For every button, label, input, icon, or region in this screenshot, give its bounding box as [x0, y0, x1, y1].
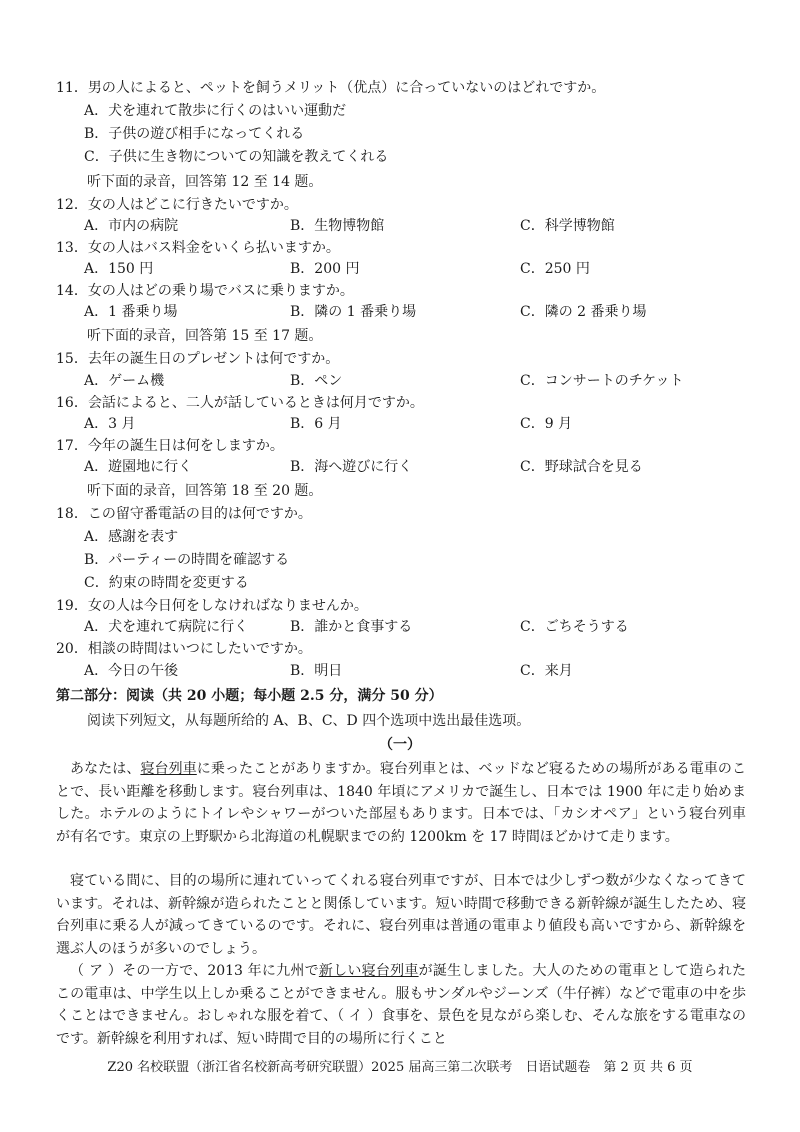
question-15: 15．去年の誕生日のプレゼントは何ですか。: [56, 351, 340, 367]
q20-option-b: B．明日: [290, 663, 343, 679]
question-12: 12．女の人はどこに行きたいですか。: [56, 197, 298, 213]
question-17: 17．今年の誕生日は何をしますか。: [56, 438, 284, 454]
question-19: 19．女の人は今日何をしなければなりませんか。: [56, 598, 368, 614]
page-footer: Z20 名校联盟（浙江省名校新高考研究联盟）2025 届高三第二次联考 日语试题卷 第 2 页 共 6 页: [107, 1060, 693, 1075]
passage-paragraph-3: （ ア ）その一方で、2013 年に九州で新しい寝台列車が誕生しました。大人のための電車として造られたこの電車は、中学生以上しか乗ることができません。服もサンダルやジーンズ（牛仔裤）などで電車の中を歩くことはできません。おしゃれな服を着て、（ イ ）食事を、景色を見ながら楽しむ、そんな旅をする電車なのです。新幹線を利用すれば、短い時間で目的の場所に行くこと: [56, 963, 746, 1047]
q18-option-c: C．約束の時間を変更する: [84, 575, 249, 591]
q15-option-a: A．ゲーム機: [84, 373, 165, 389]
q17-option-a: A．遊園地に行く: [84, 459, 193, 475]
q16-option-b: B．6 月: [290, 416, 342, 432]
q15-option-b: B．ペン: [290, 373, 343, 389]
q13-option-a: A．150 円: [84, 261, 154, 277]
q15-option-c: C．コンサートのチケット: [520, 373, 684, 389]
q17-option-c: C．野球試合を見る: [520, 459, 643, 475]
q14-option-b: B．隣の 1 番乗り場: [290, 304, 417, 320]
q12-option-c: C．科学博物館: [520, 218, 615, 234]
question-18: 18．この留守番電話の目的は何ですか。: [56, 506, 312, 522]
instruction-18-20: 听下面的录音，回答第 18 至 20 题。: [87, 483, 323, 499]
q13-option-c: C．250 円: [520, 261, 590, 277]
q20-option-c: C．来月: [520, 663, 573, 679]
question-14: 14．女の人はどの乗り場でバスに乗りますか。: [56, 283, 354, 299]
instruction-12-14: 听下面的录音，回答第 12 至 14 题。: [87, 174, 323, 190]
underlined-term-new-sleeper-train: 新しい寝台列車: [318, 963, 419, 979]
passage-title: （一）: [379, 737, 421, 753]
q20-option-a: A．今日の午後: [84, 663, 179, 679]
part2-instruction: 阅读下列短文，从每题所给的 A、B、C、D 四个选项中选出最佳选项。: [87, 713, 531, 729]
q19-option-a: A．犬を連れて病院に行く: [84, 619, 249, 635]
q16-option-a: A．3 月: [84, 416, 136, 432]
q14-option-c: C．隣の 2 番乗り場: [520, 304, 647, 320]
underlined-term-sleeper-train: 寝台列車: [140, 761, 197, 777]
part2-heading: 第二部分：阅读（共 20 小题；每小题 2.5 分，满分 50 分）: [56, 688, 443, 704]
q16-option-c: C．9 月: [520, 416, 573, 432]
q18-option-b: B．パーティーの時間を確認する: [84, 552, 290, 568]
q11-option-a: A．犬を連れて散歩に行くのはいい運動だ: [84, 103, 347, 119]
q19-option-c: C．ごちそうする: [520, 619, 629, 635]
q18-option-a: A．感謝を表す: [84, 529, 179, 545]
question-20: 20．相談の時間はいつにしたいですか。: [56, 641, 312, 657]
q19-option-b: B．誰かと食事する: [290, 619, 413, 635]
q11-option-c: C．子供に生き物についての知識を教えてくれる: [84, 149, 389, 165]
instruction-15-17: 听下面的录音，回答第 15 至 17 题。: [87, 328, 323, 344]
q17-option-b: B．海へ遊びに行く: [290, 459, 413, 475]
q12-option-a: A．市内の病院: [84, 218, 179, 234]
question-11: 11．男の人によると、ペットを飼うメリット（优点）に合っていないのはどれですか。: [56, 80, 606, 96]
q12-option-b: B．生物博物館: [290, 218, 385, 234]
q13-option-b: B．200 円: [290, 261, 360, 277]
question-13: 13．女の人はバス料金をいくら払いますか。: [56, 240, 340, 256]
question-16: 16．会話によると、二人が話しているときは何月ですか。: [56, 395, 424, 411]
q14-option-a: A．1 番乗り場: [84, 304, 178, 320]
passage-paragraph-1: あなたは、寝台列車に乗ったことがありますか。寝台列車とは、ベッドなど寝るための場所がある電車のことで、長い距離を移動します。寝台列車は、1840 年頃にアメリカで誕生し、日本では 1900 年に走り始めました。ホテルのようにトイレやシャワーがついた部屋もあります。日本では、「カシオペア」という寝台列車が有名です。東京の上野駅から北海道の札幌駅までの約 1200km を 17 時間ほどかけて走ります。: [56, 761, 747, 845]
q11-option-b: B．子供の遊び相手になってくれる: [84, 126, 305, 142]
passage-paragraph-2: 寝ている間に、目的の場所に連れていってくれる寝台列車ですが、日本では少しずつ数が少なくなってきています。それは、新幹線が造られたことと関係しています。短い時間で移動できる新幹線が誕生したため、寝台列車に乗る人が減ってきているのです。それに、寝台列車は普通の電車より値段も高いですから、新幹線を選ぶ人のほうが多いのでしょう。: [56, 873, 746, 957]
